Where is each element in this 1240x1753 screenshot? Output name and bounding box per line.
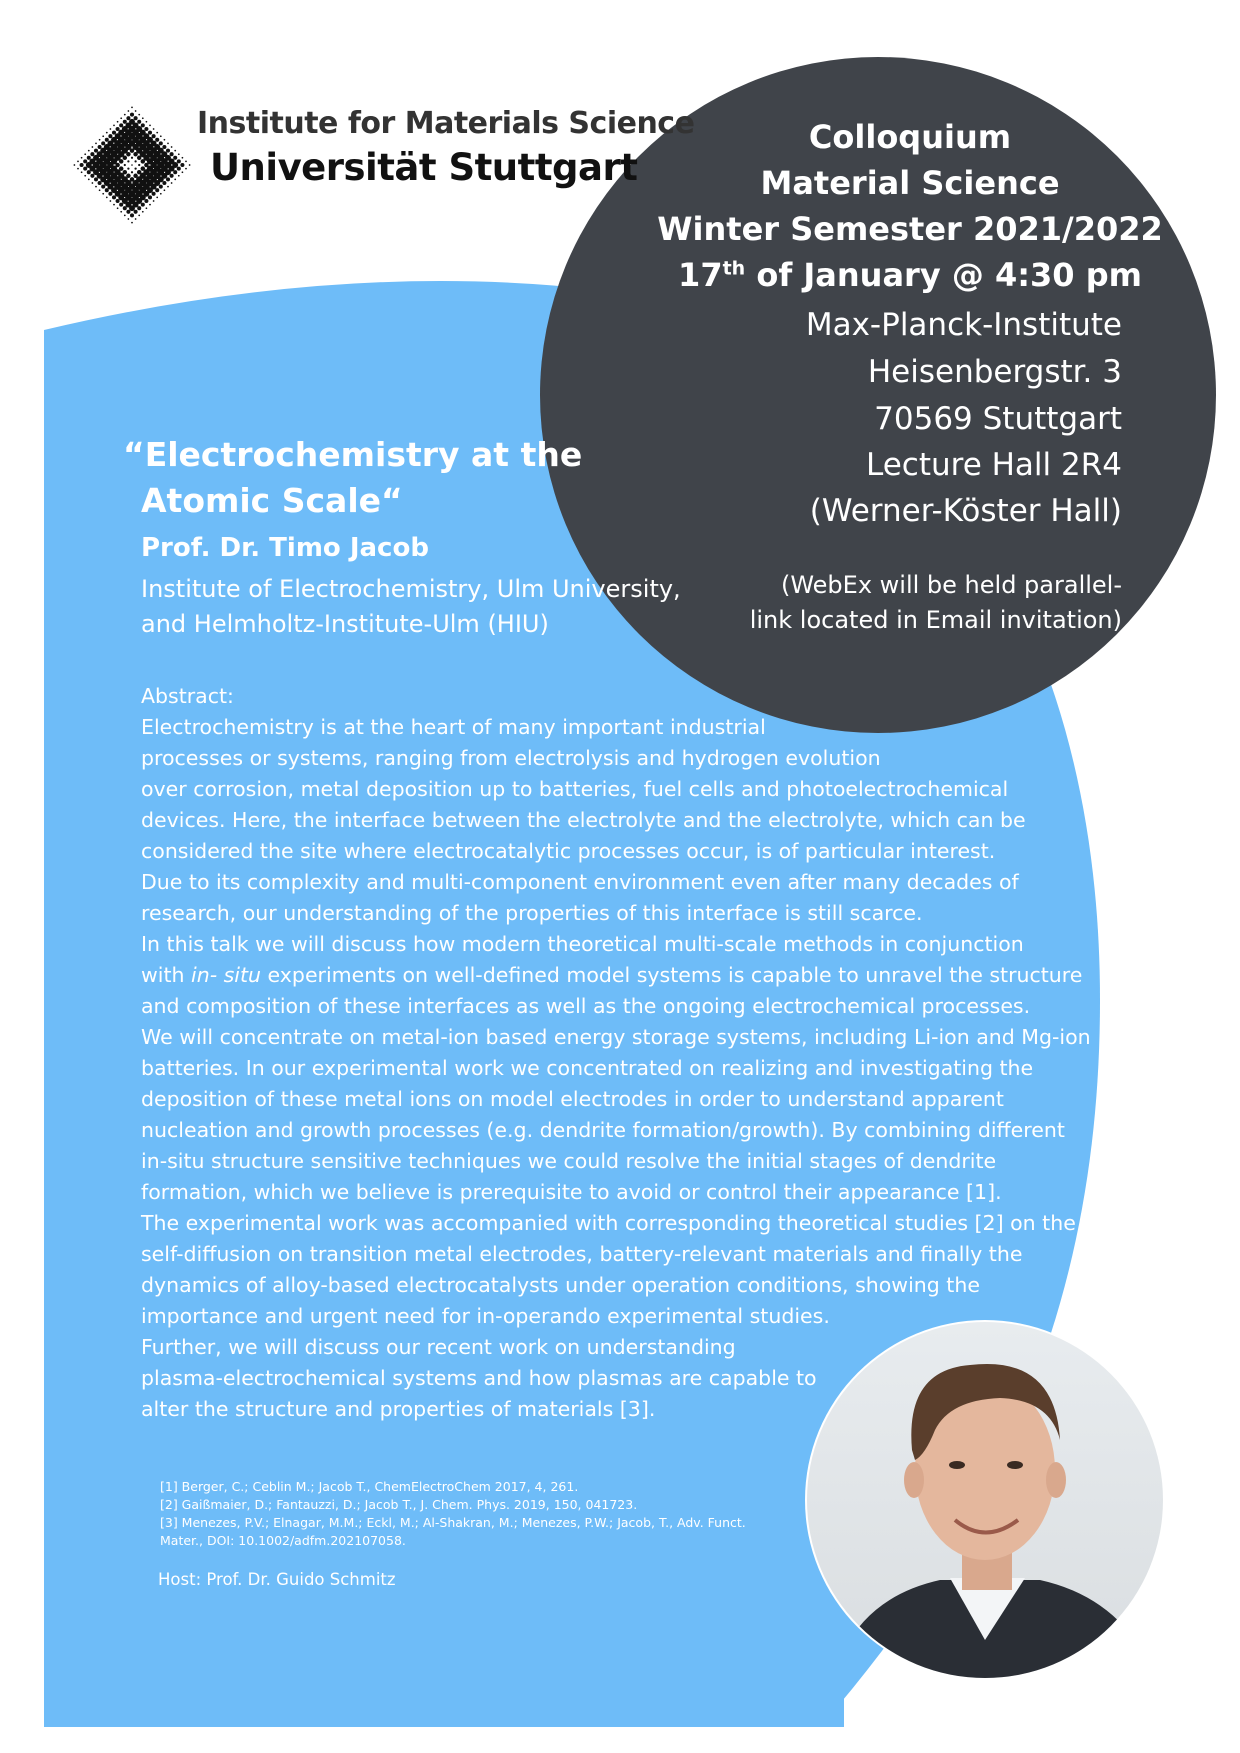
logo-dot xyxy=(162,145,166,149)
logo-dot xyxy=(189,164,191,166)
abstract-line: deposition of these metal ions on model electrodes in order to understand apparent xyxy=(141,1087,1004,1111)
logo-dot xyxy=(164,189,166,191)
logo-dot xyxy=(124,164,126,166)
logo-dot xyxy=(113,125,115,127)
logo-dot xyxy=(95,186,97,188)
logo-dot xyxy=(99,139,101,141)
logo-dot xyxy=(123,156,127,160)
logo-dot xyxy=(135,110,137,112)
speaker-affiliation xyxy=(141,572,681,642)
abstract-line: importance and urgent need for in-operando experimental studies. xyxy=(141,1304,830,1328)
reference-3-cont: Mater., DOI: 10.1002/adfm.202107058. xyxy=(160,1533,406,1548)
logo-dot xyxy=(146,207,148,209)
abstract-line: In this talk we will discuss how modern theoretical multi-scale methods in conjunction xyxy=(141,932,1024,956)
logo-dot xyxy=(95,143,97,145)
abstract-heading: Abstract: xyxy=(141,684,234,708)
logo-dot xyxy=(177,167,181,171)
abstract-line: plasma-electrochemical systems and how plasmas are capable to xyxy=(141,1366,817,1390)
logo-dot xyxy=(182,157,184,159)
event-date-suffix: th xyxy=(722,257,746,280)
logo-dot xyxy=(138,215,140,217)
logo-dot xyxy=(127,167,129,169)
logo-dot xyxy=(138,114,140,116)
logo-dot xyxy=(131,171,133,173)
abstract-line: in-situ structure sensitive techniques we could resolve the initial stages of dendrite xyxy=(141,1149,997,1173)
logo-dot xyxy=(135,218,137,220)
venue-line-2: Heisenbergstr. 3 xyxy=(867,354,1122,390)
abstract-line: formation, which we believe is prerequisite to avoid or control their appearance [1]. xyxy=(141,1180,1002,1204)
logo-dot xyxy=(178,153,180,155)
logo-dot xyxy=(142,211,144,213)
logo-dot xyxy=(108,134,112,138)
logo-dot xyxy=(155,138,159,142)
logo-dot xyxy=(149,125,151,127)
logo-dot xyxy=(101,185,105,189)
logo-dot xyxy=(92,146,94,148)
logo-dot xyxy=(112,131,116,135)
logo-dot xyxy=(148,131,152,135)
logo-dot xyxy=(153,200,155,202)
logo-dot xyxy=(171,182,173,184)
talk-title-line-1: “Electrochemistry at the xyxy=(123,435,583,474)
logo-dot xyxy=(126,174,130,178)
logo-dot xyxy=(131,107,133,109)
webex-note-line-2: link located in Email invitation) xyxy=(749,606,1122,634)
logo-dot xyxy=(110,200,112,202)
abstract-line: over corrosion, metal deposition up to batteries, fuel cells and photoelectrochemical xyxy=(141,777,1009,801)
logo-dot xyxy=(130,213,134,217)
abstract xyxy=(141,681,1091,1425)
logo-dot xyxy=(124,114,126,116)
logo-dot xyxy=(112,195,116,199)
logo-dot xyxy=(81,157,83,159)
logo-dot xyxy=(90,152,94,156)
logo-dot xyxy=(159,141,163,145)
affiliation-line-2: and Helmholtz-Institute-Ulm (HIU) xyxy=(141,610,549,638)
logo-dot xyxy=(131,222,133,224)
logo-dot xyxy=(123,206,127,210)
abstract-line: nucleation and growth processes (e.g. dendrite formation/growth). By combining different xyxy=(141,1118,1065,1142)
logo-dot xyxy=(126,152,130,156)
abstract-line: Further, we will discuss our recent work on understanding xyxy=(141,1335,736,1359)
logo-dot xyxy=(98,145,102,149)
logo-dot xyxy=(148,195,152,199)
logo-dot xyxy=(116,199,120,203)
logo-dot xyxy=(185,161,187,163)
reference-3: [3] Menezes, P.V.; Elnagar, M.M.; Eckl, M.; Al-Shakran, M.; Menezes, P.W.; Jacob, T., Adv. Funct. xyxy=(160,1515,746,1530)
logo-dot xyxy=(182,171,184,173)
speaker-name: Prof. Dr. Timo Jacob xyxy=(141,533,429,563)
logo-dot xyxy=(87,156,91,160)
logo-dot xyxy=(117,121,119,123)
logo-dot xyxy=(153,128,155,130)
logo-dot xyxy=(94,149,98,153)
logo-dot xyxy=(102,135,104,137)
logo-dot xyxy=(77,161,79,163)
abstract-line: dynamics of alloy-based electrocatalysts under operation conditions, showing the xyxy=(141,1273,980,1297)
logo-dot xyxy=(87,170,91,174)
logo-dot xyxy=(137,206,141,210)
logo-dot xyxy=(99,189,101,191)
logo-dot xyxy=(123,170,127,174)
abstract-line: research, our understanding of the properties of this interface is still scarce. xyxy=(141,901,923,925)
abstract-line: alter the structure and properties of materials [3]. xyxy=(141,1397,656,1421)
logo-dot xyxy=(77,168,79,170)
venue-line-5: (Werner-Köster Hall) xyxy=(809,493,1122,529)
webex-note-line-1: (WebEx will be held parallel- xyxy=(780,571,1122,599)
logo-dot xyxy=(173,156,177,160)
logo-dot xyxy=(130,113,134,117)
logo-dot xyxy=(105,188,109,192)
logo-dot xyxy=(134,116,138,120)
logo-dot xyxy=(113,204,115,206)
reference-1: [1] Berger, C.; Ceblin M.; Jacob T., ChemElectroChem 2017, 4, 261. xyxy=(160,1479,579,1494)
abstract-line: batteries. In our experimental work we concentrated on realizing and investigating the xyxy=(141,1056,1034,1080)
affiliation-line-1: Institute of Electrochemistry, Ulm University, xyxy=(141,575,681,603)
logo-dot xyxy=(185,168,187,170)
talk-title xyxy=(123,432,582,524)
logo-dot xyxy=(141,203,145,207)
logo-dot xyxy=(116,127,120,131)
logo-dot xyxy=(178,175,180,177)
abstract-line: processes or systems, ranging from electrolysis and hydrogen evolution xyxy=(141,746,881,770)
logo-dot xyxy=(83,167,87,171)
logo-dot xyxy=(119,123,123,127)
logo-dot xyxy=(131,164,133,166)
logo-dot xyxy=(102,193,104,195)
abstract-italic-term: in- situ xyxy=(191,963,262,987)
logo-dot xyxy=(119,203,123,207)
logo-university-name: Universität Stuttgart xyxy=(210,146,638,189)
abstract-line: self-diffusion on transition metal electrodes, battery-relevant materials and finally the xyxy=(141,1242,1023,1266)
venue-line-4: Lecture Hall 2R4 xyxy=(865,447,1122,483)
logo-dot xyxy=(134,160,136,162)
logo-dot xyxy=(108,192,112,196)
references xyxy=(160,1478,746,1550)
logo-dot xyxy=(117,207,119,209)
logo-dot xyxy=(124,215,126,217)
event-date-day: 17 xyxy=(678,256,723,294)
logo-dot xyxy=(152,192,156,196)
logo-dot xyxy=(146,121,148,123)
abstract-line-suffix: experiments on well-defined model systems is capable to unravel the structure xyxy=(261,963,1083,987)
logo-dot xyxy=(120,211,122,213)
abstract-line: Electrochemistry is at the heart of many important industrial xyxy=(141,715,766,739)
logo-dot xyxy=(123,120,127,124)
abstract-line: Due to its complexity and multi-component environment even after many decades of xyxy=(141,870,1019,894)
abstract-line: We will concentrate on metal-ion based energy storage systems, including Li-ion and Mg-ion xyxy=(141,1025,1091,1049)
abstract-line-prefix: with xyxy=(141,963,192,987)
logo-dot xyxy=(110,128,112,130)
logo-dot xyxy=(101,141,105,145)
logo-institute-name: Institute for Materials Science xyxy=(197,106,695,141)
logo-dot xyxy=(174,179,176,181)
logo-dot xyxy=(144,127,148,131)
logo-dot xyxy=(160,135,162,137)
logo-dot xyxy=(141,123,145,127)
logo-dot xyxy=(177,159,181,163)
logo-dot xyxy=(126,116,130,120)
reference-2: [2] Gaißmaier, D.; Fantauzzi, D.; Jacob T., J. Chem. Phys. 2019, 150, 041723. xyxy=(160,1497,638,1512)
logo-dot xyxy=(126,210,130,214)
logo-dot xyxy=(84,153,86,155)
logo-dot xyxy=(98,181,102,185)
abstract-line: considered the site where electrocatalytic processes occur, is of particular interest. xyxy=(141,839,996,863)
logo-dot xyxy=(155,188,159,192)
venue-line-1: Max-Planck-Institute xyxy=(805,307,1122,343)
logo-dot xyxy=(134,210,138,214)
logo-dot xyxy=(156,132,158,134)
logo-dot xyxy=(138,164,140,166)
logo-dot xyxy=(83,159,87,163)
venue-line-3: 70569 Stuttgart xyxy=(874,401,1122,437)
logo-dot xyxy=(128,218,130,220)
logo-dot xyxy=(173,170,177,174)
logo-dot xyxy=(159,185,163,189)
logo-dot xyxy=(119,166,123,170)
logo-dot xyxy=(120,117,122,119)
logo-dot xyxy=(127,160,129,162)
logo-dot xyxy=(119,159,123,163)
logo-dot xyxy=(162,181,166,185)
logo-dot xyxy=(74,164,76,166)
logo-dot xyxy=(166,149,170,153)
logo-dot xyxy=(172,162,178,168)
logo-dot xyxy=(88,179,90,181)
logo-dot xyxy=(88,150,90,152)
logo-dot xyxy=(156,197,158,199)
event-date xyxy=(620,256,1200,294)
abstract-line: and composition of these interfaces as well as the ongoing electrochemical processes. xyxy=(141,994,1031,1018)
logo-dot xyxy=(106,197,108,199)
logo-dot xyxy=(174,150,176,152)
logo-dot xyxy=(134,167,136,169)
logo-dot xyxy=(149,204,151,206)
logo-dot xyxy=(142,117,144,119)
abstract-line: The experimental work was accompanied with corresponding theoretical studies [2] on the xyxy=(141,1211,1076,1235)
logo-dot xyxy=(167,186,169,188)
logo-dot xyxy=(84,175,86,177)
logo-dot xyxy=(152,134,156,138)
logo-dot xyxy=(80,163,84,167)
event-line-semester: Winter Semester 2021/2022 xyxy=(657,210,1163,248)
abstract-line xyxy=(141,960,1091,991)
logo-dot xyxy=(115,163,119,167)
logo-dot xyxy=(94,177,98,181)
logo-dot xyxy=(137,120,141,124)
logo-dot xyxy=(144,199,148,203)
host: Host: Prof. Dr. Guido Schmitz xyxy=(158,1570,396,1589)
logo-dot xyxy=(160,193,162,195)
logo-dot xyxy=(170,174,174,178)
event-line-subject: Material Science xyxy=(760,164,1060,202)
talk-title-line-2: Atomic Scale“ xyxy=(141,481,403,520)
logo-dot xyxy=(164,139,166,141)
logo-dot xyxy=(171,146,173,148)
logo-dot xyxy=(166,177,170,181)
logo-dot xyxy=(81,171,83,173)
abstract-line: devices. Here, the interface between the electrolyte and the electrolyte, which can be xyxy=(141,808,1026,832)
logo-dot xyxy=(128,110,130,112)
event-line-colloquium: Colloquium xyxy=(808,118,1012,156)
university-logo-icon xyxy=(74,107,191,224)
logo-dot xyxy=(90,174,94,178)
logo-dot xyxy=(106,132,108,134)
event-date-time: of January @ 4:30 pm xyxy=(745,256,1142,294)
logo-dot xyxy=(167,143,169,145)
logo-dot xyxy=(105,138,109,142)
logo-dot xyxy=(131,157,133,159)
logo-dot xyxy=(180,163,184,167)
logo-dot xyxy=(92,182,94,184)
logo-dot xyxy=(170,152,174,156)
